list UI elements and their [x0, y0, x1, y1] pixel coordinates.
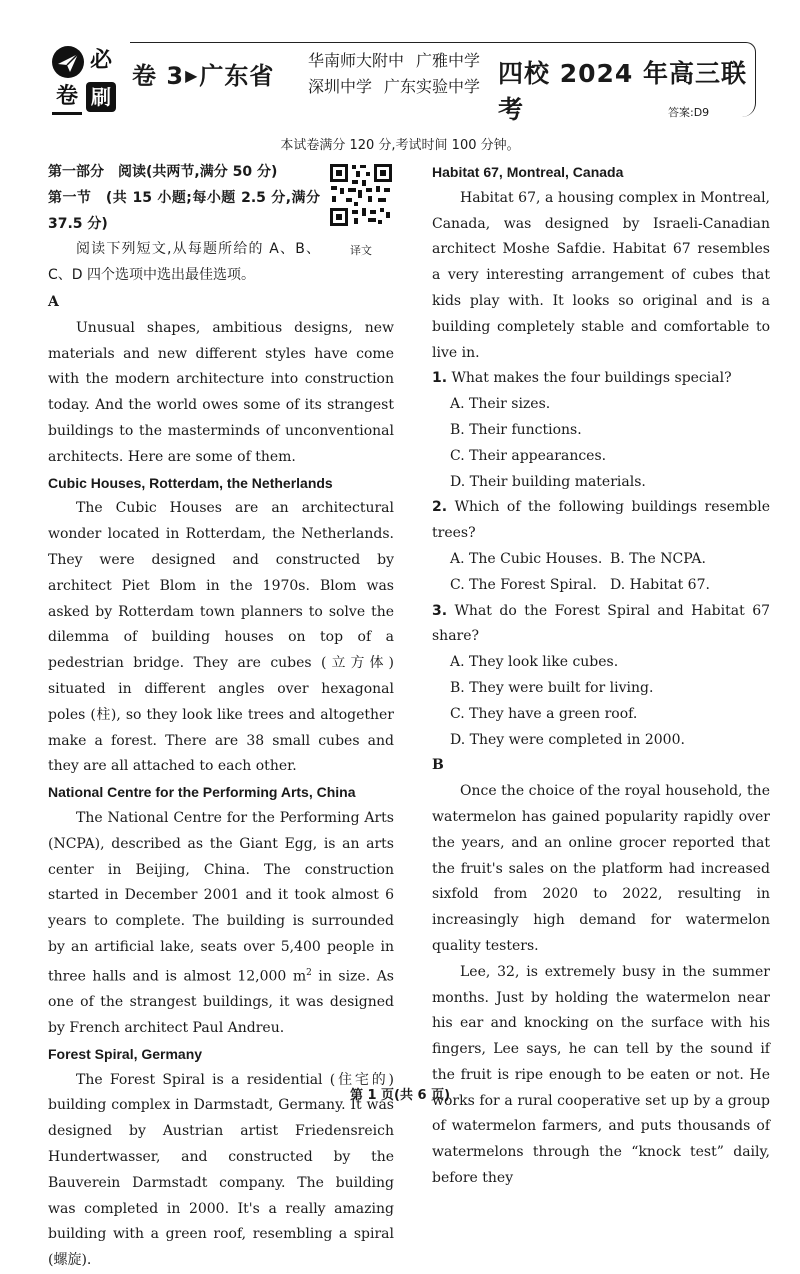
- question: [432, 599, 770, 651]
- logo-char-bi: 必: [89, 48, 112, 73]
- building-paragraph: The Forest Spiral is a residential (住宅的) building complex in Darmstadt, Germany. It was designed by Austrian artist Friedensreich Hundertwasser, and constructed by the Bauverein Darmstadt company. The building was completed in 2000. It's a really amazing building with a green roof, resembling a spiral (螺旋).: [48, 1071, 394, 1269]
- answer-option[interactable]: D. Their building materials.: [450, 473, 646, 490]
- passage-b-paragraph: Lee, 32, is extremely busy in the summer months. Just by holding the watermelon near his ear and knocking on the surface with his fingers, Lee says, he can tell by the sound if the fruit is ripe enough to be eaten or not. He works for a rural cooperative set up by a group of watermelon farmers, and puts thousands of watermelons through the “knock test” daily, before they: [432, 963, 770, 1187]
- school-name: 广雅中学: [416, 51, 481, 70]
- question-number: 3.: [432, 602, 448, 619]
- school-list: [308, 48, 498, 100]
- qr-code-icon[interactable]: [328, 162, 394, 228]
- series-label: [132, 56, 274, 91]
- exam-note: 本试卷满分 120 分,考试时间 100 分钟。: [280, 138, 520, 153]
- exam-header: [40, 38, 760, 124]
- answer-option[interactable]: A. The Cubic Houses.: [450, 550, 603, 567]
- province-name: 广东省: [199, 62, 275, 90]
- left-column: [48, 160, 394, 1274]
- paper-plane-icon: [52, 46, 84, 78]
- question-stem: Which of the following buildings resemble trees?: [432, 499, 770, 542]
- building-paragraph: [48, 806, 394, 1042]
- ncpa-text-after: in size. As one of the strangest buildings, it was designed by French architect Paul Andreu.: [48, 968, 394, 1036]
- building-heading: Cubic Houses, Rotterdam, the Netherlands: [48, 474, 333, 491]
- question-stem: What makes the four buildings special?: [451, 370, 732, 387]
- logo-char-juan: 卷: [52, 82, 82, 115]
- instruction-text: 阅读下列短文,从每题所给的 A、B、C、D 四个选项中选出最佳选项。: [48, 241, 320, 284]
- series-number: 卷 3: [132, 62, 185, 90]
- question: [432, 495, 770, 547]
- question-stem: What do the Forest Spiral and Habitat 67 share?: [432, 602, 771, 645]
- answer-option[interactable]: C. They have a green roof.: [450, 705, 638, 722]
- part-title: 第一部分 阅读(共两节,满分 50 分): [48, 164, 278, 180]
- area-unit-superscript: 2: [306, 967, 312, 978]
- brand-logo: [50, 44, 118, 114]
- triangle-arrow-icon: ▶: [185, 66, 199, 85]
- building-heading: Forest Spiral, Germany: [48, 1045, 203, 1062]
- school-name: 广东实验中学: [384, 77, 481, 96]
- passage-a-intro: Unusual shapes, ambitious designs, new materials and new different styles have come with the modern architecture into construction today. And the world owes some of its strangest buildings to the masterminds of unconventional architects. Here are some of them.: [48, 319, 394, 465]
- ncpa-text-before: The National Centre for the Performing Arts (NCPA), described as the Giant Egg, is an arts center in Beijing, China. The construction started in December 2001 and it took almost 6 years to complete. The building is surrounded by an artificial lake, seats over 5,400 people in three halls and is almost 12,000 m: [48, 809, 394, 985]
- answer-option[interactable]: B. Their functions.: [450, 421, 582, 438]
- logo-char-shua: 刷: [86, 82, 116, 112]
- building-paragraph: The Cubic Houses are an architectural wonder located in Rotterdam, the Netherlands. They were designed and constructed by architect Piet Blom in the 1970s. Blom was asked by Rotterdam town planners to solve the dilemma of building houses on top of a pedestrian bridge. They are cubes (立方体) situated in different angles over hexagonal poles (柱), so they look like trees and altogether make a forest. There are 38 small cubes and they are all attached to each other.: [48, 500, 394, 775]
- page-footer: 第 1 页(共 6 页): [349, 1088, 451, 1103]
- building-heading: National Centre for the Performing Arts, China: [48, 784, 356, 801]
- passage-b-letter: B: [432, 757, 444, 774]
- answer-option-row: [432, 547, 770, 573]
- answer-option[interactable]: A. They look like cubes.: [450, 654, 619, 671]
- answer-option[interactable]: C. The Forest Spiral.: [450, 576, 597, 593]
- question: [432, 366, 770, 392]
- answer-code: 答案:D9: [664, 104, 713, 120]
- answer-option[interactable]: D. They were completed in 2000.: [450, 731, 685, 748]
- exam-title: 四校 2024 年高三联考: [498, 59, 747, 124]
- passage-b-paragraph: Once the choice of the royal household, the watermelon has gained popularity rapidly over the years, and an online grocer reported that the fruit's sales on the platform had increased sixfold from 2020 to 2022, resulting in increasingly high demand for watermelon quality testers.: [432, 783, 770, 954]
- building-heading: Habitat 67, Montreal, Canada: [432, 164, 624, 180]
- question-number: 2.: [432, 499, 448, 516]
- answer-option-row: [432, 573, 770, 599]
- building-paragraph: Habitat 67, a housing complex in Montreal, Canada, was designed by Israeli-Canadian architect Moshe Safdie. Habitat 67 resembles a very interesting arrangement of cubes that kids play with. It looks so original and is a building completely stable and comfortable to live in.: [432, 189, 770, 361]
- answer-option[interactable]: B. They were built for living.: [450, 679, 654, 696]
- qr-code-label: 译文: [350, 244, 372, 257]
- answer-option[interactable]: B. The NCPA.: [610, 550, 706, 567]
- right-column: [432, 160, 770, 1192]
- passage-a-letter: A: [48, 294, 59, 310]
- answer-option[interactable]: A. Their sizes.: [450, 396, 551, 413]
- answer-option[interactable]: D. Habitat 67.: [610, 576, 710, 593]
- part-intro: [48, 160, 394, 290]
- section-title: 第一节 (共 15 小题;每小题 2.5 分,满分 37.5 分): [48, 189, 320, 232]
- school-name: 华南师大附中: [308, 51, 405, 70]
- question-number: 1.: [432, 370, 448, 387]
- answer-option[interactable]: C. Their appearances.: [450, 447, 607, 464]
- school-name: 深圳中学: [308, 77, 373, 96]
